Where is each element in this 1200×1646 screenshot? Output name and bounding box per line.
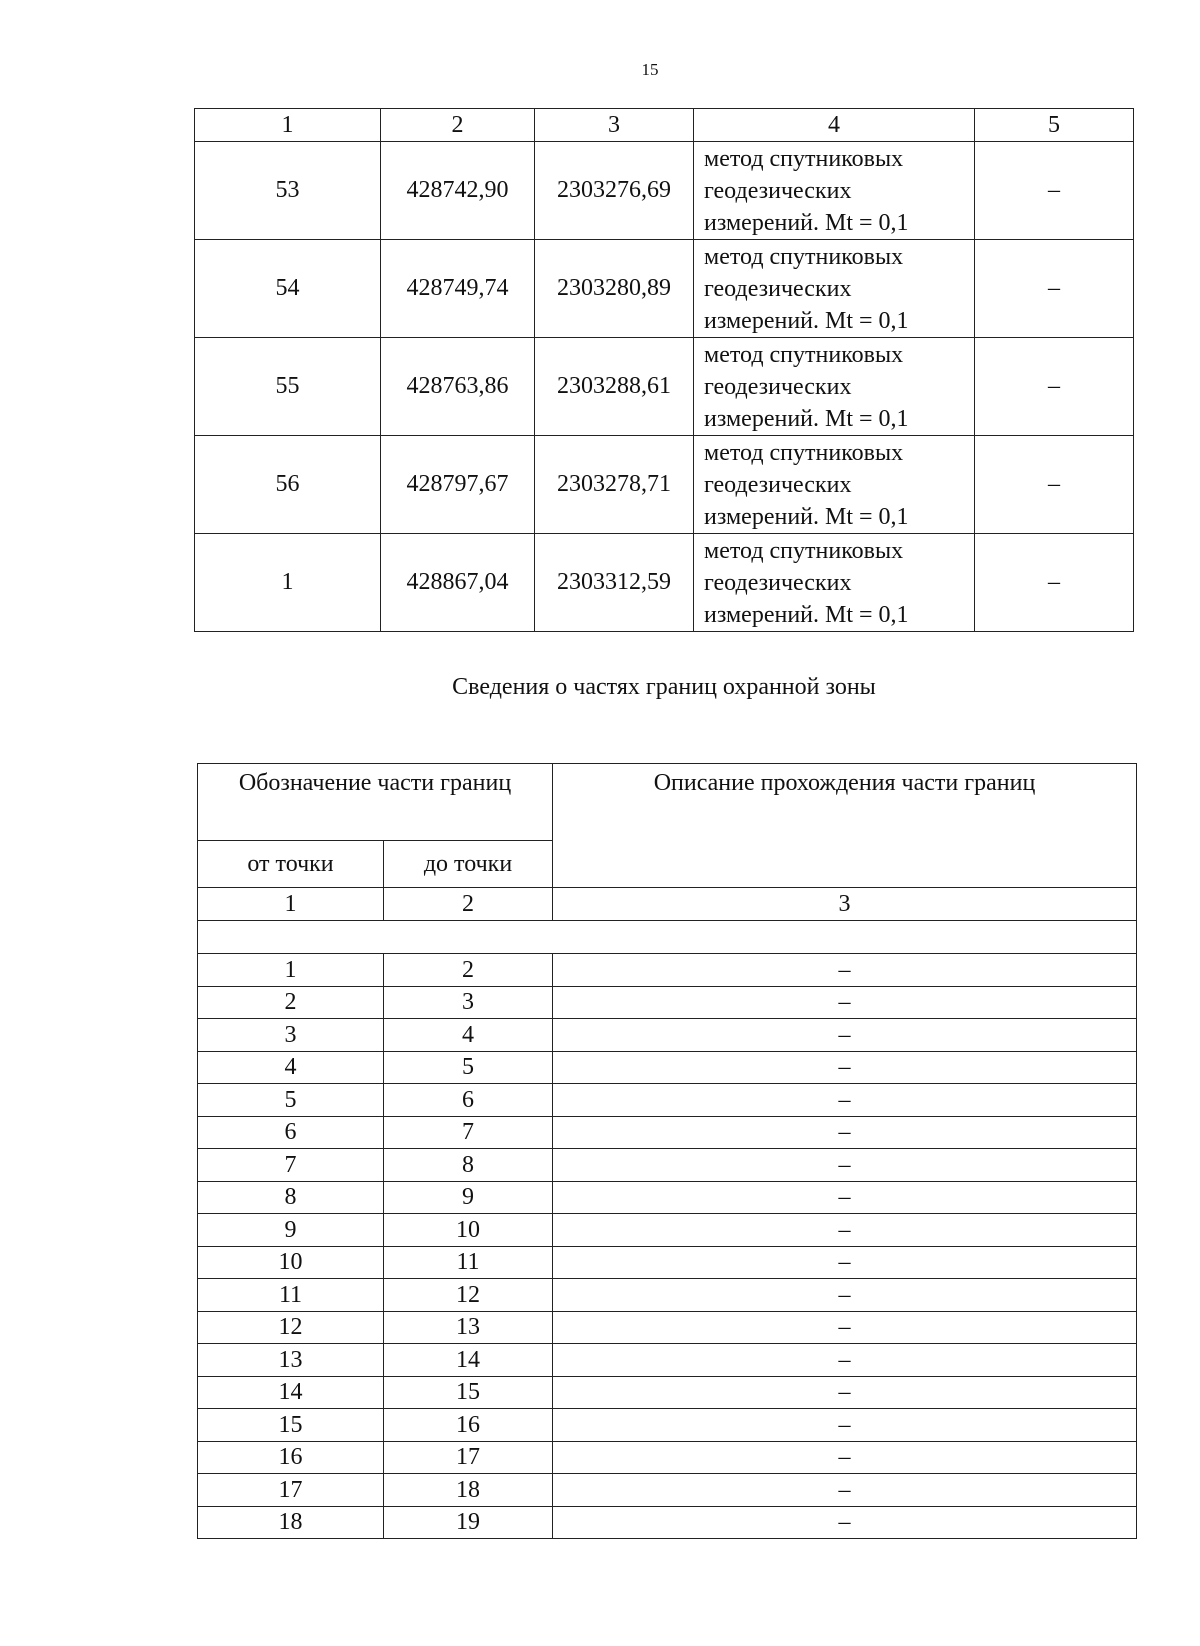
description-cell: – [553,1279,1137,1312]
description-cell: – [553,1051,1137,1084]
to-point-cell: 7 [384,1116,553,1149]
table-row [195,534,1134,632]
from-point-cell: 7 [198,1149,384,1182]
boundary-parts-table [197,763,1137,1539]
method-line: метод спутниковых [704,243,904,270]
description-header: Описание прохождения части границ [553,764,1137,888]
method-cell [694,534,975,632]
to-point-cell: 16 [384,1409,553,1442]
y-coordinate-cell: 2303276,69 [535,142,694,240]
from-point-cell: 16 [198,1441,384,1474]
parts-table-header-top [198,764,1137,841]
description-cell: – [553,1376,1137,1409]
method-line: геодезических [704,569,852,596]
method-cell [694,240,975,338]
blank-cell [198,921,1137,954]
y-coordinate-cell: 2303288,61 [535,338,694,436]
table-row [198,1181,1137,1214]
to-point-cell: 9 [384,1181,553,1214]
to-point-cell: 15 [384,1376,553,1409]
method-line: измерений. Mt = 0,1 [704,601,909,628]
header-cell: 3 [535,109,694,142]
description-cell: – [553,1506,1137,1539]
to-point-cell: 2 [384,954,553,987]
point-cell: 54 [195,240,381,338]
table-row [198,1441,1137,1474]
method-line: геодезических [704,275,852,302]
header-cell: 2 [381,109,535,142]
header-cell: 1 [195,109,381,142]
table-row [198,1311,1137,1344]
table-row [195,338,1134,436]
to-point-cell: 4 [384,1019,553,1052]
method-line: измерений. Mt = 0,1 [704,503,909,530]
from-point-cell: 18 [198,1506,384,1539]
method-line: геодезических [704,471,852,498]
to-point-cell: 14 [384,1344,553,1377]
x-coordinate-cell: 428797,67 [381,436,535,534]
to-point-cell: 6 [384,1084,553,1117]
y-coordinate-cell: 2303280,89 [535,240,694,338]
x-coordinate-cell: 428742,90 [381,142,535,240]
table-row [198,1214,1137,1247]
to-point-cell: 17 [384,1441,553,1474]
description-cell: – [553,954,1137,987]
method-line: геодезических [704,373,852,400]
from-point-cell: 2 [198,986,384,1019]
method-line: метод спутниковых [704,439,904,466]
method-line: измерений. Mt = 0,1 [704,405,909,432]
table-row [198,1506,1137,1539]
method-line: геодезических [704,177,852,204]
table-row [198,1409,1137,1442]
table-row [198,1019,1137,1052]
to-point-header: до точки [384,841,553,888]
note-cell: – [975,436,1134,534]
from-point-cell: 5 [198,1084,384,1117]
point-cell: 55 [195,338,381,436]
note-cell: – [975,534,1134,632]
description-cell: – [553,1019,1137,1052]
description-cell: – [553,1149,1137,1182]
description-cell: – [553,1084,1137,1117]
description-cell: – [553,986,1137,1019]
method-cell [694,436,975,534]
table-row [198,1474,1137,1507]
from-point-cell: 8 [198,1181,384,1214]
description-cell: – [553,1214,1137,1247]
table-row [198,1246,1137,1279]
table-row [198,1116,1137,1149]
table-row [198,1279,1137,1312]
description-cell: – [553,1181,1137,1214]
column-number: 3 [553,888,1137,921]
method-line: метод спутниковых [704,145,904,172]
to-point-cell: 3 [384,986,553,1019]
point-cell: 56 [195,436,381,534]
from-point-cell: 17 [198,1474,384,1507]
description-cell: – [553,1344,1137,1377]
header-cell: 5 [975,109,1134,142]
to-point-cell: 8 [384,1149,553,1182]
from-point-cell: 14 [198,1376,384,1409]
table-row [198,1376,1137,1409]
table-row [195,240,1134,338]
to-point-cell: 11 [384,1246,553,1279]
from-point-cell: 3 [198,1019,384,1052]
table-row [198,1344,1137,1377]
section-title: Сведения о частях границ охранной зоны [452,674,876,700]
from-point-cell: 15 [198,1409,384,1442]
description-cell: – [553,1409,1137,1442]
from-point-cell: 1 [198,954,384,987]
note-cell: – [975,142,1134,240]
to-point-cell: 12 [384,1279,553,1312]
description-cell: – [553,1441,1137,1474]
coordinates-table-header [195,109,1134,142]
description-cell: – [553,1474,1137,1507]
from-point-cell: 10 [198,1246,384,1279]
to-point-cell: 13 [384,1311,553,1344]
method-line: измерений. Mt = 0,1 [704,307,909,334]
from-point-cell: 9 [198,1214,384,1247]
column-number: 2 [384,888,553,921]
parts-table-column-numbers [198,888,1137,921]
method-line: метод спутниковых [704,537,904,564]
table-row [195,142,1134,240]
description-cell: – [553,1116,1137,1149]
point-cell: 53 [195,142,381,240]
x-coordinate-cell: 428749,74 [381,240,535,338]
table-row [198,954,1137,987]
point-cell: 1 [195,534,381,632]
method-line: метод спутниковых [704,341,904,368]
blank-row [198,921,1137,954]
table-row [198,1084,1137,1117]
note-cell: – [975,240,1134,338]
table-row [198,1149,1137,1182]
from-point-cell: 13 [198,1344,384,1377]
column-number: 1 [198,888,384,921]
from-point-cell: 4 [198,1051,384,1084]
table-row [198,986,1137,1019]
to-point-cell: 5 [384,1051,553,1084]
to-point-cell: 19 [384,1506,553,1539]
header-cell: 4 [694,109,975,142]
method-cell [694,142,975,240]
method-line: измерений. Mt = 0,1 [704,209,909,236]
x-coordinate-cell: 428763,86 [381,338,535,436]
group-header: Обозначение части границ [198,764,553,841]
from-point-cell: 12 [198,1311,384,1344]
y-coordinate-cell: 2303278,71 [535,436,694,534]
to-point-cell: 10 [384,1214,553,1247]
description-cell: – [553,1311,1137,1344]
table-row [198,1051,1137,1084]
x-coordinate-cell: 428867,04 [381,534,535,632]
from-point-header: от точки [198,841,384,888]
y-coordinate-cell: 2303312,59 [535,534,694,632]
description-cell: – [553,1246,1137,1279]
coordinates-table [194,108,1134,632]
from-point-cell: 6 [198,1116,384,1149]
to-point-cell: 18 [384,1474,553,1507]
from-point-cell: 11 [198,1279,384,1312]
page-number: 15 [641,60,659,79]
note-cell: – [975,338,1134,436]
method-cell [694,338,975,436]
table-row [195,436,1134,534]
